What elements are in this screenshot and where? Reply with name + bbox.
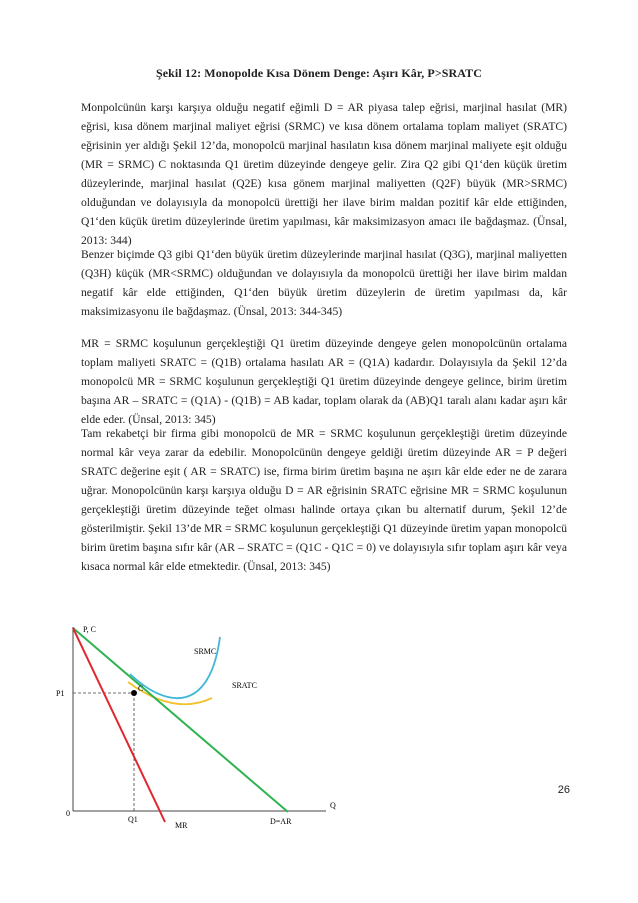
paragraph-1: Monpolcünün karşı karşıya olduğu negatif eğimli D = AR piyasa talep eğrisi, marjinal hasılat (MR) eğrisi, kısa dönem marjinal maliyet eğrisi (SRMC) ve kısa dönem ortalama toplam maliyet (SRATC) eğrisinin yer aldığı Şekil 12’da, monopolcü marjinal hasılatın kısa dönem marjinal maliyete eşit olduğu (MR = SRMC) C noktasında Q1 üretim düzeyinde dengeye gelir. Zira Q2 gibi Q1‘den küçük üretim düzeylerinde, marjinal hasılat (Q2E) kısa gönem marjinal maliyetten (Q2F) büyük (MR>SRMC) olduğundan ve dolayısıyla da monopolcü ürettiği her ilave birim maldan pozitif kâr elde ettiğinden, Q1‘den küçük üretim düzeylerinde üretim yapılması, kâr maksimizasyon amacı ile bağdaşmaz. (Ünsal, 2013: 344) <box>81 101 567 247</box>
figure-title: Şekil 12: Monopolde Kısa Dönem Denge: Aşırı Kâr, P>SRATC <box>155 66 483 80</box>
mr-curve <box>73 628 165 822</box>
demand-label: D=AR <box>270 817 292 826</box>
srmc-label: SRMC <box>194 647 217 656</box>
mr-label: MR <box>175 821 188 830</box>
sratc-label: SRATC <box>232 681 257 690</box>
quantity-label: Q1 <box>128 815 138 824</box>
y-axis-label: P, C <box>83 625 96 634</box>
demand-curve <box>73 628 288 812</box>
equilibrium-point <box>131 690 137 696</box>
paragraph-4: Tam rekabetçi bir firma gibi monopolcü de MR = SRMC koşulunun gerçekleştiği üretim düzeyinde normal kâr veya zarar da edebilir. Monopolcünün dengeye geldiği üretim düzeyinde AR = P değeri SRATC değerine eşit ( AR = SRATC) ise, firma birim üretim başına ne aşırı kâr elde eder ne de zarara uğrar. Monopolcünün karşı karşıya olduğu D = AR eğrisinin SRATC eğrisine MR = SRMC koşulunun gerçekleştiği üretim düzeyinde teğet olması halinde ortaya çıkan bu alternatif durum, Şekil 12’de gösterilmiştir. Şekil 13’de MR = SRMC koşulunun gerçekleştiği Q1 düzeyinde üretim yapan monopolcü birim üretim başına sıfır kâr (AR – SRATC = (Q1C - Q1C = 0) ve dolayısıyla sıfır toplam aşırı kâr veya kısaca normal kâr elde etmektedir. (Ünsal, 2013: 345) <box>81 427 567 573</box>
monopoly-equilibrium-diagram <box>40 612 360 834</box>
paragraph-3: MR = SRMC koşulunun gerçekleştiği Q1 üretim düzeyinde dengeye gelen monopolcünün ortalama toplam maliyeti SRATC = (Q1B) ortalama hasılatı AR = (Q1A) kadardır. Dolayısıyla da Şekil 12’da monopolcü MR = SRMC koşulunun gerçekleştiği Q1 üretim düzeyinde dengeye gelince, birim üretim başına AR – SRATC = (Q1A) - (Q1B) = AB kadar, toplam olarak da (AB)Q1 taralı alanı kadar aşırı kâr elde eder. (Ünsal, 2013: 345) <box>81 337 567 426</box>
point-label: C <box>138 684 144 693</box>
price-label: P1 <box>56 689 65 698</box>
x-axis-label: Q <box>330 801 336 810</box>
origin-label: 0 <box>66 809 70 818</box>
paragraph-2: Benzer biçimde Q3 gibi Q1‘den büyük üretim düzeylerinde marjinal hasılat (Q3G), marjinal maliyetten (Q3H) küçük (MR<SRMC) olduğundan ve dolayısıyla da monopolcü ürettiği her ilave birim maldan negatif kâr elde ettiğinden, Q1‘den büyük üretim düzeylerin de üretim yapılması da, kâr maksimizasyonu ile bağdaşmaz. (Ünsal, 2013: 344-345) <box>81 248 567 318</box>
page-number: 26 <box>557 784 570 796</box>
